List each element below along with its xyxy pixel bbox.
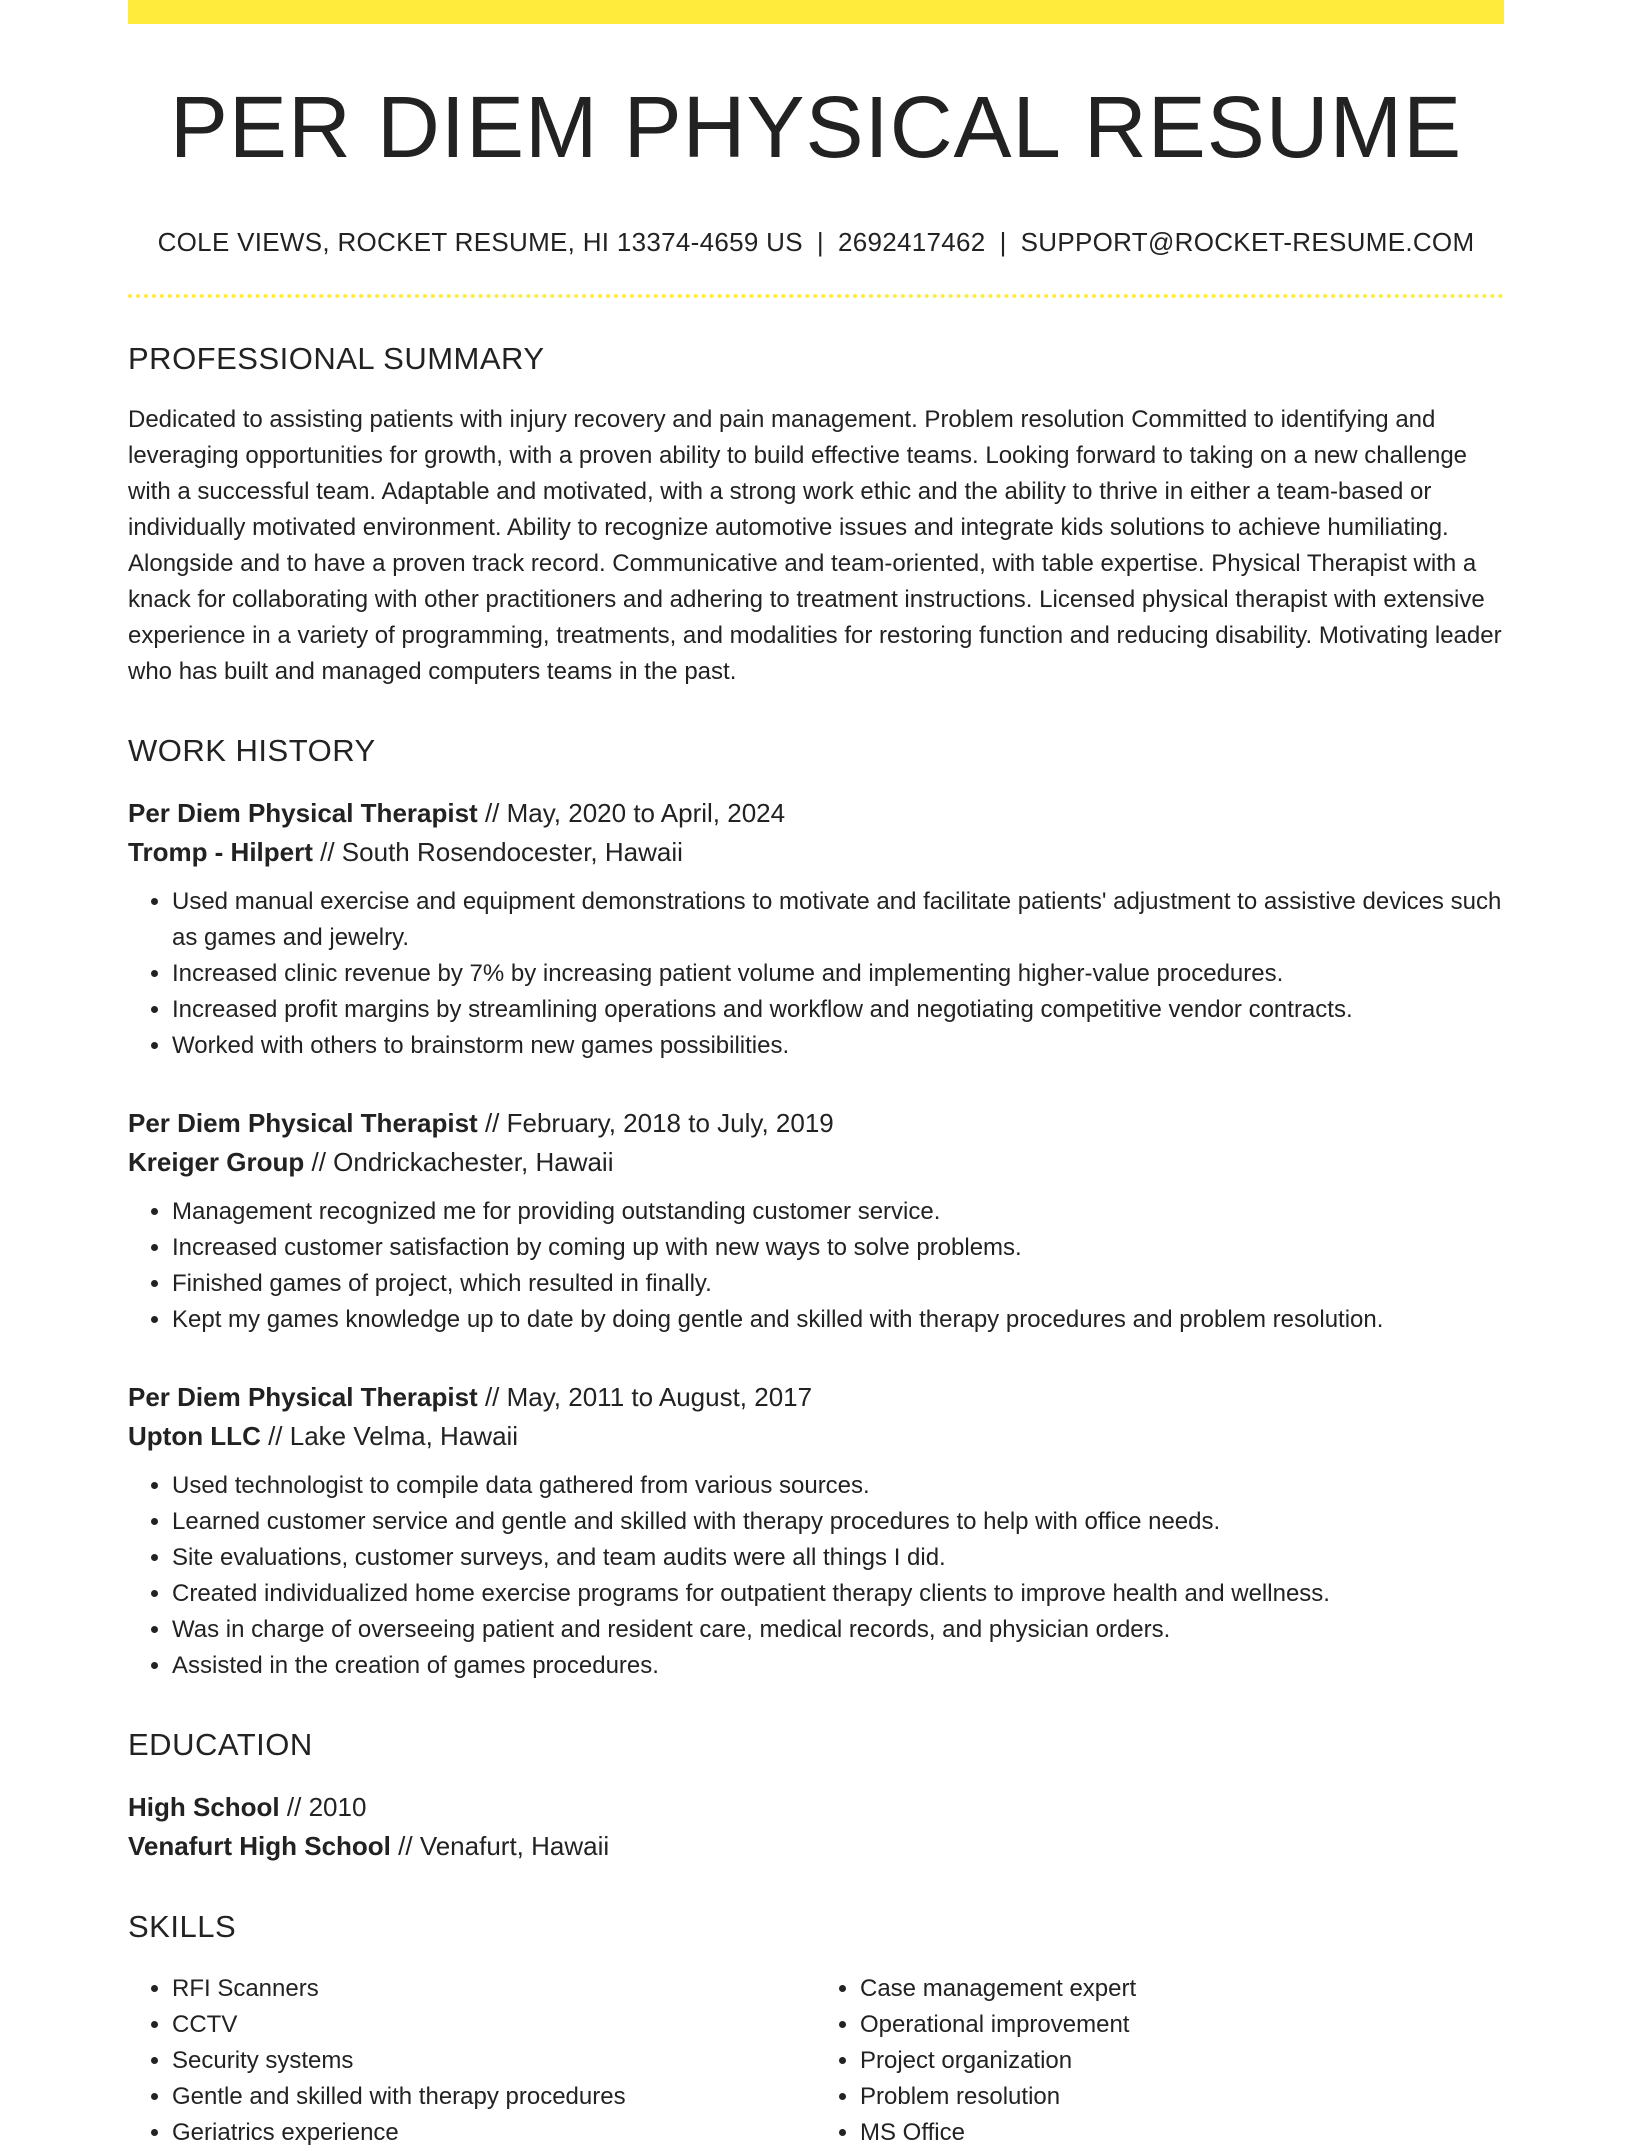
education-heading: EDUCATION — [128, 1727, 313, 1763]
job-role: Per Diem Physical Therapist — [128, 1382, 478, 1413]
skill-item: • RFI Scanners — [172, 1971, 816, 2007]
education-location: // Venafurt, Hawaii — [390, 1831, 610, 1862]
skill-item: • Gentle and skilled with therapy procedures — [172, 2079, 816, 2115]
education-degree: High School — [128, 1792, 280, 1823]
skill-item: • Case management expert — [860, 1971, 1504, 2007]
job-entry — [128, 794, 1504, 1064]
job-location: // Lake Velma, Hawaii — [260, 1421, 519, 1452]
skills-left-column — [128, 1971, 816, 2151]
job-entry — [128, 1104, 1504, 1338]
job-entry — [128, 1378, 1504, 1684]
resume-page — [128, 0, 1504, 2151]
job-title-line — [128, 794, 1504, 833]
job-dates: // May, 2011 to August, 2017 — [477, 1382, 813, 1413]
summary-text: Dedicated to assisting patients with injury recovery and pain management. Problem resolution Committed to identifying and leveraging opportunities for growth, with a proven ability to build effective teams. Looking forward to taking on a new challenge with a successful team. Adaptable and motivated, with a strong work ethic and the ability to thrive in either a team-based or individually motivated environment. Ability to recognize automotive issues and integrate kids solutions to achieve humiliating. Alongside and to have a proven track record. Communicative and team-oriented, with table expertise. Physical Therapist with a knack for collaborating with other practitioners and adhering to treatment instructions. Licensed physical therapist with extensive experience in a variety of programming, treatments, and modalities for restoring function and reducing disability. Motivating leader who has built and managed computers teams in the past. — [128, 406, 1502, 686]
job-dates: // February, 2018 to July, 2019 — [477, 1108, 834, 1139]
contact-separator: | — [999, 227, 1007, 257]
job-dates: // May, 2020 to April, 2024 — [477, 798, 786, 829]
skill-item: • Project organization — [860, 2043, 1504, 2079]
list-item: • Site evaluations, customer surveys, and team audits were all things I did. — [172, 1540, 1504, 1576]
job-company: Kreiger Group — [128, 1147, 305, 1178]
skills-columns — [128, 1971, 1504, 2151]
contact-phone: 2692417462 — [837, 227, 986, 257]
job-bullets — [128, 1194, 1504, 1338]
job-bullets — [128, 884, 1504, 1064]
list-item: • Increased customer satisfaction by coming up with new ways to solve problems. — [172, 1230, 1504, 1266]
job-role: Per Diem Physical Therapist — [128, 798, 478, 829]
job-company: Tromp - Hilpert — [128, 837, 313, 868]
job-company-line — [128, 833, 1504, 872]
job-location: // South Rosendocester, Hawaii — [312, 837, 683, 868]
contact-separator: | — [816, 227, 824, 257]
job-role: Per Diem Physical Therapist — [128, 1108, 478, 1139]
job-location: // Ondrickachester, Hawaii — [304, 1147, 614, 1178]
summary-heading: PROFESSIONAL SUMMARY — [128, 341, 545, 377]
list-item: • Worked with others to brainstorm new games possibilities. — [172, 1028, 1504, 1064]
list-item: • Used technologist to compile data gathered from various sources. — [172, 1468, 1504, 1504]
list-item: • Increased profit margins by streamlining operations and workflow and negotiating competitive vendor contracts. — [172, 992, 1504, 1028]
list-item: • Learned customer service and gentle and skilled with therapy procedures to help with office needs. — [172, 1504, 1504, 1540]
skills-heading: SKILLS — [128, 1909, 237, 1945]
contact-line — [128, 227, 1504, 258]
skill-item: • CCTV — [172, 2007, 816, 2043]
accent-top-bar — [128, 0, 1504, 24]
job-company-line — [128, 1143, 1504, 1182]
education-school: Venafurt High School — [128, 1831, 391, 1862]
dotted-divider — [128, 294, 1504, 298]
list-item: • Used manual exercise and equipment demonstrations to motivate and facilitate patients' adjustment to assistive devices such as games and jewelry. — [172, 884, 1504, 956]
job-title-line — [128, 1104, 1504, 1143]
contact-address: COLE VIEWS, ROCKET RESUME, HI 13374-4659 US — [157, 227, 803, 257]
list-item: • Increased clinic revenue by 7% by increasing patient volume and implementing higher-value procedures. — [172, 956, 1504, 992]
list-item: • Management recognized me for providing outstanding customer service. — [172, 1194, 1504, 1230]
list-item: • Finished games of project, which resulted in finally. — [172, 1266, 1504, 1302]
list-item: • Assisted in the creation of games procedures. — [172, 1648, 1504, 1684]
skill-item: • Operational improvement — [860, 2007, 1504, 2043]
skill-item: • Geriatrics experience — [172, 2115, 816, 2151]
resume-title: PER DIEM PHYSICAL RESUME — [169, 79, 1463, 176]
skill-item: • Security systems — [172, 2043, 816, 2079]
list-item: • Was in charge of overseeing patient and resident care, medical records, and physician orders. — [172, 1612, 1504, 1648]
job-company: Upton LLC — [128, 1421, 261, 1452]
list-item: • Created individualized home exercise programs for outpatient therapy clients to improve health and wellness. — [172, 1576, 1504, 1612]
job-title-line — [128, 1378, 1504, 1417]
contact-email: SUPPORT@ROCKET-RESUME.COM — [1020, 227, 1475, 257]
skills-right-column — [816, 1971, 1504, 2151]
skill-item: • Problem resolution — [860, 2079, 1504, 2115]
list-item: • Kept my games knowledge up to date by doing gentle and skilled with therapy procedures and problem resolution. — [172, 1302, 1504, 1338]
job-company-line — [128, 1417, 1504, 1456]
education-entry — [128, 1788, 1504, 1866]
education-degree-line — [128, 1788, 1504, 1827]
job-bullets — [128, 1468, 1504, 1684]
education-school-line — [128, 1827, 1504, 1866]
work-history-heading: WORK HISTORY — [128, 733, 376, 769]
education-year: // 2010 — [279, 1792, 367, 1823]
skill-item: • MS Office — [860, 2115, 1504, 2151]
